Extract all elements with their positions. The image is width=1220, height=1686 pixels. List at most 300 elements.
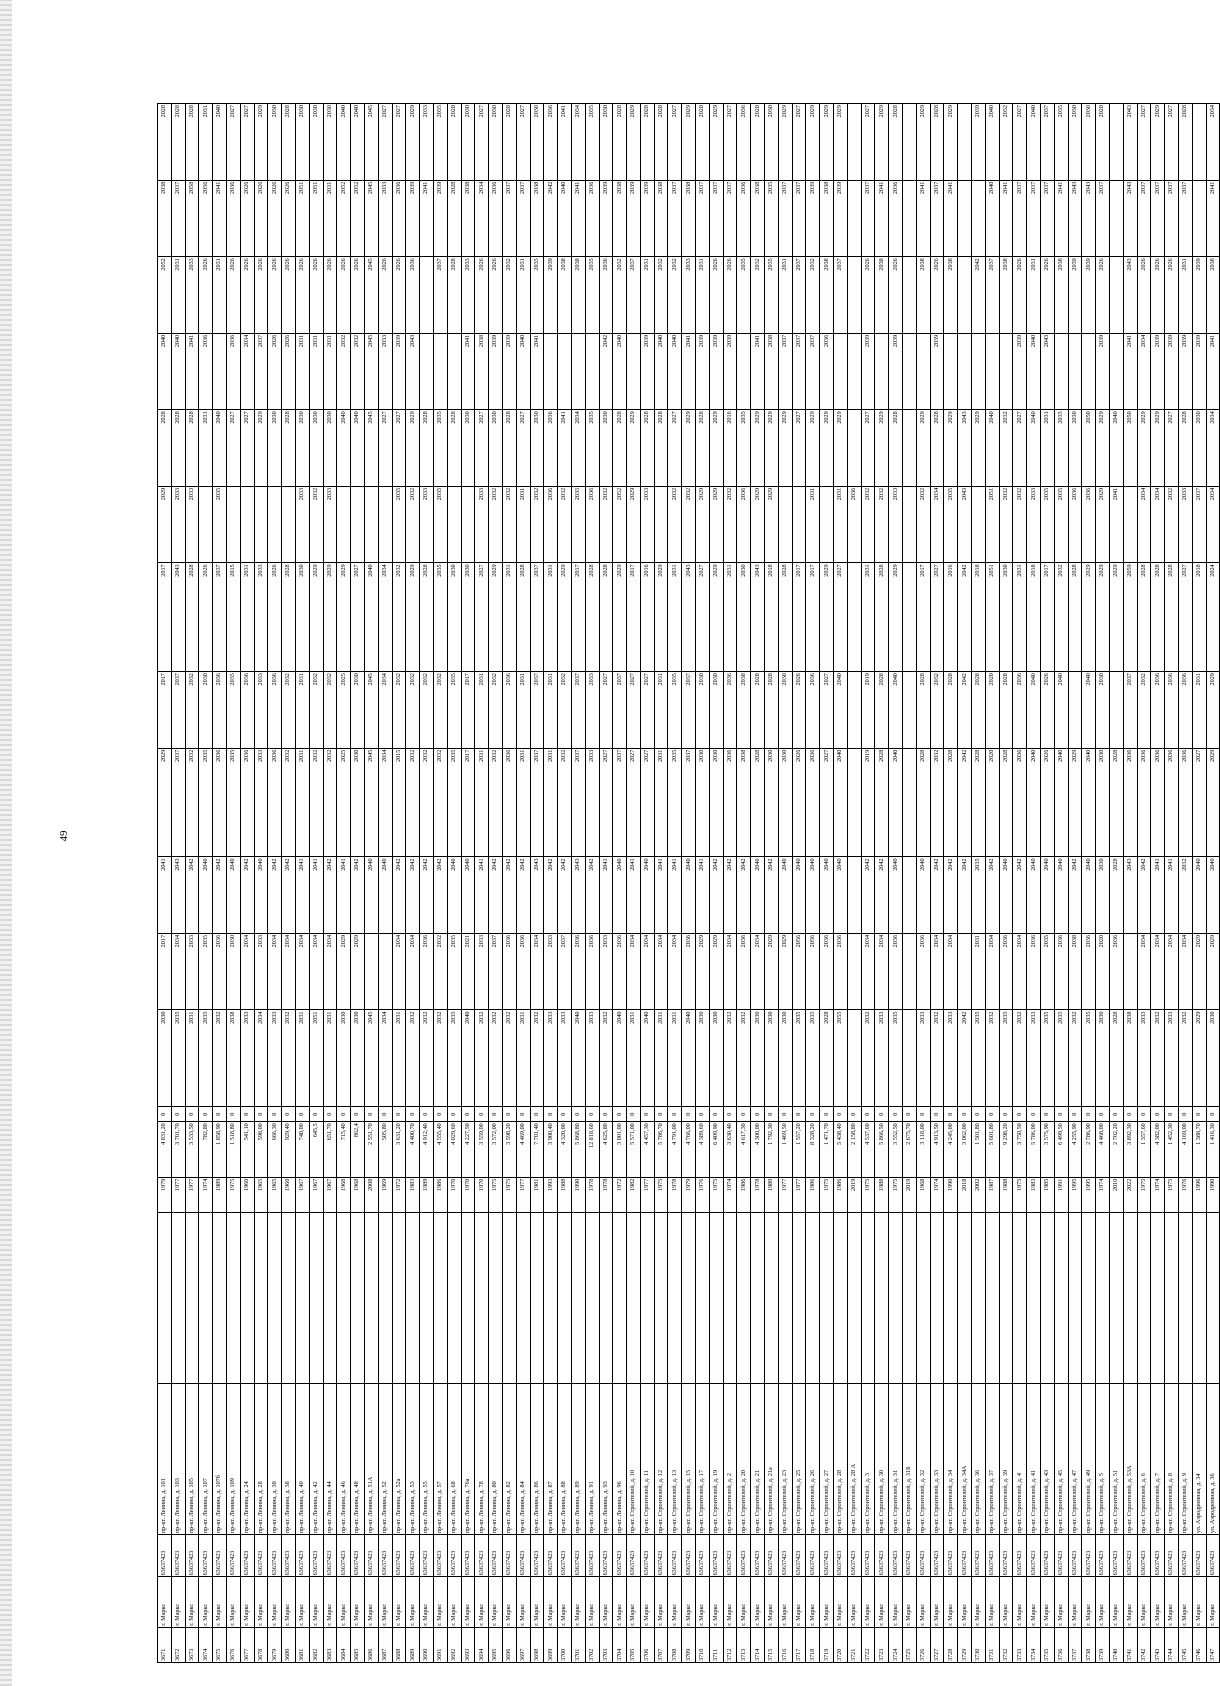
cell-p12: 2028 [447, 104, 461, 181]
cell-p2 [378, 933, 392, 1010]
cell-p1: 2032 [420, 1010, 434, 1107]
cell-p12: 2034 [571, 104, 585, 181]
table-row [1165, 104, 1179, 1663]
cell-p3: 2042 [392, 857, 406, 934]
cell-address: пр-кт. Ленина, д. 96 [613, 1384, 627, 1535]
cell-address: пр-кт. Строителей, д. 41 [1027, 1384, 1041, 1535]
cell-p3: 2040 [751, 857, 765, 934]
cell-p3: 2042 [723, 857, 737, 934]
cell-p12: 2027 [378, 104, 392, 181]
cell-p11: 2040 [985, 180, 999, 257]
cell-p11: 2037 [171, 180, 185, 257]
cell-oktmo: 63637423 [875, 1535, 889, 1577]
cell-city: г. Маркс [323, 1577, 337, 1627]
table-row [751, 104, 765, 1663]
cell-note [185, 1212, 199, 1383]
cell-note [1082, 1212, 1096, 1383]
cell-p5: 2035 [226, 672, 240, 749]
cell-p8: 2050 [1082, 410, 1096, 487]
cell-p11: 2037 [696, 180, 710, 257]
cell-city: г. Маркс [558, 1577, 572, 1627]
cell-p7 [820, 486, 834, 563]
cell-p8 [847, 410, 861, 487]
cell-zero: 0 [1151, 1107, 1165, 1122]
cell-p4: 2037 [530, 748, 544, 857]
cell-p3: 2042 [282, 857, 296, 934]
cell-p9: 2039 [489, 333, 503, 410]
cell-p12: 2040 [1027, 104, 1041, 181]
cell-p8: 2040 [213, 410, 227, 487]
cell-p10: 2039 [1068, 257, 1082, 334]
cell-p11: 2036 [489, 180, 503, 257]
cell-p3: 2041 [599, 857, 613, 934]
cell-year: 1968 [351, 1177, 365, 1212]
cell-p12: 2027 [516, 104, 530, 181]
cell-p6: 2028 [875, 563, 889, 672]
cell-zero: 0 [268, 1107, 282, 1122]
cell-p12: 2040 [213, 104, 227, 181]
cell-note [640, 1212, 654, 1383]
cell-p11: 2037 [502, 180, 516, 257]
cell-p11: 2038 [613, 180, 627, 257]
cell-p12: 2028 [613, 104, 627, 181]
cell-p2: 2038 [1068, 933, 1082, 1010]
cell-address: пр-кт. Строителей, д. 34 [944, 1384, 958, 1535]
cell-p1: 2035 [792, 1010, 806, 1107]
cell-p7: 2043 [958, 486, 972, 563]
cell-p12: 2027 [792, 104, 806, 181]
cell-no: 3723 [875, 1627, 889, 1662]
cell-p6: 2028 [1137, 563, 1151, 672]
cell-address: пр-кт. Строителей, д. 13 [668, 1384, 682, 1535]
cell-no: 3673 [185, 1627, 199, 1662]
cell-p6: 2018 [1027, 563, 1041, 672]
cell-p7: 2032 [1165, 486, 1179, 563]
cell-p12: 2029 [820, 104, 834, 181]
cell-p8: 2035 [737, 410, 751, 487]
table-row [944, 104, 958, 1663]
cell-year: 1967 [295, 1177, 309, 1212]
cell-p5: 2037 [171, 672, 185, 749]
cell-p8: 2034 [1206, 410, 1220, 487]
cell-p11: 2033 [378, 180, 392, 257]
cell-p3: 2040 [199, 857, 213, 934]
cell-city: г. Маркс [1027, 1577, 1041, 1627]
cell-p11: 2052 [337, 180, 351, 257]
cell-p1: 2035 [806, 1010, 820, 1107]
cell-p3: 2042 [944, 857, 958, 934]
cell-zero: 0 [709, 1107, 723, 1122]
cell-note [489, 1212, 503, 1383]
cell-p2: 2034 [1151, 933, 1165, 1010]
cell-zero: 0 [502, 1107, 516, 1122]
cell-p12: 2039 [972, 104, 986, 181]
cell-p2: 2030 [226, 933, 240, 1010]
cell-year: 1979 [682, 1177, 696, 1212]
cell-p12: 2028 [654, 104, 668, 181]
cell-area: 3 630,40 [723, 1122, 737, 1177]
cell-p1: 2035 [1054, 1010, 1068, 1107]
cell-p9: 2040 [654, 333, 668, 410]
cell-note [778, 1212, 792, 1383]
cell-p11: 2037 [792, 180, 806, 257]
cell-p3 [847, 857, 861, 934]
cell-p4: 2028 [944, 748, 958, 857]
cell-no: 3696 [502, 1627, 516, 1662]
cell-p4: 2027 [599, 748, 613, 857]
cell-zero: 0 [668, 1107, 682, 1122]
cell-city: г. Маркс [751, 1577, 765, 1627]
cell-p2: 2036 [613, 933, 627, 1010]
table-row [392, 104, 406, 1663]
cell-p1: 2035 [171, 1010, 185, 1107]
cell-oktmo: 63637423 [544, 1535, 558, 1577]
cell-address: пр-кт. Строителей, д. 39 [999, 1384, 1013, 1535]
cell-p5: 2027 [640, 672, 654, 749]
cell-year: 1968 [916, 1177, 930, 1212]
cell-p11: 2037 [723, 180, 737, 257]
cell-p10: 2037 [433, 257, 447, 334]
cell-p9: 2037 [792, 333, 806, 410]
cell-p7: 2033 [640, 486, 654, 563]
cell-p9 [958, 333, 972, 410]
cell-p10: 2032 [751, 257, 765, 334]
cell-no: 3694 [475, 1627, 489, 1662]
cell-area: 4 555,40 [433, 1122, 447, 1177]
cell-no: 3679 [268, 1627, 282, 1662]
cell-p9 [558, 333, 572, 410]
cell-p11: 2051 [309, 180, 323, 257]
cell-note [1041, 1212, 1055, 1383]
cell-p11: 2037 [1137, 180, 1151, 257]
table-row [930, 104, 944, 1663]
cell-p10: 2039 [544, 257, 558, 334]
cell-address: пр-кт. Ленина, д. 87 [544, 1384, 558, 1535]
cell-p12: 2028 [502, 104, 516, 181]
cell-p9: 2041 [751, 333, 765, 410]
cell-p3: 2042 [861, 857, 875, 934]
cell-area: 4 469,00 [516, 1122, 530, 1177]
table-row [916, 104, 930, 1663]
cell-p1: 2051 [309, 1010, 323, 1107]
cell-city: г. Маркс [585, 1577, 599, 1627]
cell-p1: 2033 [944, 1010, 958, 1107]
cell-note [985, 1212, 999, 1383]
cell-p5: 2037 [682, 672, 696, 749]
cell-p10: 2035 [765, 257, 779, 334]
cell-p3: 2042 [1068, 857, 1082, 934]
cell-p6: 2059 [1123, 563, 1137, 672]
cell-area: 1 557,20 [792, 1122, 806, 1177]
cell-p2: 2020 [1096, 933, 1110, 1010]
cell-p1: 2031 [654, 1010, 668, 1107]
cell-year: 1970 [461, 1177, 475, 1212]
cell-p5: 2040 [889, 672, 903, 749]
cell-oktmo: 63637423 [585, 1535, 599, 1577]
cell-p11: 2040 [558, 180, 572, 257]
cell-p7: 2036 [585, 486, 599, 563]
cell-p4: 2036 [1178, 748, 1192, 857]
cell-oktmo: 63637423 [889, 1535, 903, 1577]
cell-p6: 2029 [889, 563, 903, 672]
cell-address: пр-кт. Строителей, д. 31 [889, 1384, 903, 1535]
cell-oktmo: 63637423 [668, 1535, 682, 1577]
cell-p12: 2028 [751, 104, 765, 181]
cell-note [1054, 1212, 1068, 1383]
cell-area: 4 468,00 [1096, 1122, 1110, 1177]
cell-p12: 2028 [158, 104, 172, 181]
cell-no: 3733 [1013, 1627, 1027, 1662]
cell-p9 [585, 333, 599, 410]
cell-p8: 2029 [1096, 410, 1110, 487]
cell-p3: 2041 [309, 857, 323, 934]
cell-year: 1995 [1068, 1177, 1082, 1212]
cell-p9: 2039 [502, 333, 516, 410]
cell-p2: 2036 [213, 933, 227, 1010]
cell-p1: 2033 [544, 1010, 558, 1107]
cell-p9: 2039 [1096, 333, 1110, 410]
cell-area: 4 227,50 [461, 1122, 475, 1177]
cell-address: пр-кт. Строителей, д. 31Б [903, 1384, 917, 1535]
cell-city: г. Маркс [654, 1577, 668, 1627]
cell-p3: 2040 [1054, 857, 1068, 934]
cell-p7: 2032 [668, 486, 682, 563]
cell-city: г. Маркс [847, 1577, 861, 1627]
cell-oktmo: 63637423 [627, 1535, 641, 1577]
cell-p7: 2035 [433, 486, 447, 563]
cell-address: ул. Аэродромная, д. 34 [1192, 1384, 1206, 1535]
cell-p6: 2028 [282, 563, 296, 672]
table-row [696, 104, 710, 1663]
cell-note [723, 1212, 737, 1383]
cell-year: 1970 [475, 1177, 489, 1212]
cell-p5: 2030 [696, 672, 710, 749]
cell-p5: 2040 [834, 672, 848, 749]
cell-p7 [254, 486, 268, 563]
cell-p3: 2042 [433, 857, 447, 934]
cell-oktmo: 63637423 [682, 1535, 696, 1577]
cell-year: 1988 [558, 1177, 572, 1212]
cell-p4: 2027 [640, 748, 654, 857]
cell-zero: 0 [185, 1107, 199, 1122]
cell-p2: 2034 [875, 933, 889, 1010]
cell-city: г. Маркс [199, 1577, 213, 1627]
cell-p5: 2032 [323, 672, 337, 749]
cell-p10: 2026 [240, 257, 254, 334]
cell-note [1068, 1212, 1082, 1383]
cell-p4: 2036 [1013, 748, 1027, 857]
cell-area: 12 818,60 [585, 1122, 599, 1177]
cell-address: пр-кт. Строителей, д. 15 [682, 1384, 696, 1535]
cell-p8: 2029 [972, 410, 986, 487]
cell-p9 [944, 333, 958, 410]
cell-note [1137, 1212, 1151, 1383]
cell-p3: 2040 [254, 857, 268, 934]
cell-p9 [875, 333, 889, 410]
cell-zero: 0 [420, 1107, 434, 1122]
cell-p10: 2026 [337, 257, 351, 334]
cell-p8: 2043 [958, 410, 972, 487]
cell-no: 3703 [599, 1627, 613, 1662]
cell-p9: 2039 [1165, 333, 1179, 410]
cell-p1: 2033 [240, 1010, 254, 1107]
cell-p7 [364, 486, 378, 563]
cell-area: 4 169,00 [1178, 1122, 1192, 1177]
cell-year: 1982 [627, 1177, 641, 1212]
cell-zero: 0 [820, 1107, 834, 1122]
cell-p5: 2032 [392, 672, 406, 749]
cell-address: пр-кт. Строителей, д. 17 [696, 1384, 710, 1535]
cell-p10: 2035 [737, 257, 751, 334]
table-row [516, 104, 530, 1663]
cell-p1: 2033 [268, 1010, 282, 1107]
cell-p3: 2040 [778, 857, 792, 934]
cell-p3: 2042 [737, 857, 751, 934]
cell-no: 3731 [985, 1627, 999, 1662]
cell-oktmo: 63637423 [709, 1535, 723, 1577]
cell-p9: 2040 [668, 333, 682, 410]
table-row [1082, 104, 1096, 1663]
cell-city: г. Маркс [1082, 1577, 1096, 1627]
cell-p2: 2029 [696, 933, 710, 1010]
cell-p11: 2043 [1068, 180, 1082, 257]
cell-p2: 2036 [889, 933, 903, 1010]
cell-city: г. Маркс [1096, 1577, 1110, 1627]
cell-zero: 0 [654, 1107, 668, 1122]
cell-year: 1974 [1096, 1177, 1110, 1212]
cell-p8: 2040 [1109, 410, 1123, 487]
cell-p3: 2041 [475, 857, 489, 934]
cell-p7: 2052 [613, 486, 627, 563]
cell-oktmo: 63637423 [461, 1535, 475, 1577]
cell-no: 3721 [847, 1627, 861, 1662]
cell-p3: 2028 [1109, 857, 1123, 934]
cell-p1: 2030 [778, 1010, 792, 1107]
cell-zero: 0 [751, 1107, 765, 1122]
cell-p10: 2031 [516, 257, 530, 334]
cell-p2: 2029 [709, 933, 723, 1010]
cell-zero: 0 [226, 1107, 240, 1122]
cell-p8 [903, 410, 917, 487]
cell-address: пр-кт. Ленина, д. 107 [199, 1384, 213, 1535]
cell-p5: 2029 [1206, 672, 1220, 749]
cell-p2: 2036 [516, 933, 530, 1010]
cell-p8: 2030 [309, 410, 323, 487]
cell-p10: 2026 [351, 257, 365, 334]
cell-oktmo: 63637423 [972, 1535, 986, 1577]
cell-city: г. Маркс [916, 1577, 930, 1627]
cell-p1: 2030 [709, 1010, 723, 1107]
cell-p1: 2028 [820, 1010, 834, 1107]
cell-city: г. Маркс [944, 1577, 958, 1627]
cell-no: 3743 [1151, 1627, 1165, 1662]
cell-p4: 2045 [364, 748, 378, 857]
cell-p6: 2035 [433, 563, 447, 672]
cell-p8: 2028 [696, 410, 710, 487]
cell-oktmo: 63637423 [944, 1535, 958, 1577]
cell-p9: 2040 [1027, 333, 1041, 410]
cell-area: 1 452,30 [1165, 1122, 1179, 1177]
cell-address: пр-кт. Ленина, д. 101 [158, 1384, 172, 1535]
table-row [544, 104, 558, 1663]
cell-p3: 2041 [654, 857, 668, 934]
cell-p11: 2037 [668, 180, 682, 257]
table-row [364, 104, 378, 1663]
cell-p6: 2028 [185, 563, 199, 672]
cell-p1: 2031 [668, 1010, 682, 1107]
cell-p9: 2043 [1041, 333, 1055, 410]
cell-p5: 2027 [627, 672, 641, 749]
cell-p11: 2052 [351, 180, 365, 257]
cell-p5: 2031 [544, 672, 558, 749]
cell-p2: 2034 [295, 933, 309, 1010]
cell-p1: 2045 [364, 1010, 378, 1107]
cell-p7: 2035 [944, 486, 958, 563]
cell-area: 4 791,00 [668, 1122, 682, 1177]
cell-no: 3686 [364, 1627, 378, 1662]
cell-p2: 2036 [737, 933, 751, 1010]
cell-p10: 2026 [1165, 257, 1179, 334]
cell-p1: 2033 [585, 1010, 599, 1107]
cell-p11: 2039 [599, 180, 613, 257]
cell-note [392, 1212, 406, 1383]
cell-p12 [903, 104, 917, 181]
cell-p4: 2026 [792, 748, 806, 857]
cell-p8: 2029 [254, 410, 268, 487]
cell-p4: 2036 [213, 748, 227, 857]
cell-p9: 2039 [696, 333, 710, 410]
cell-p10: 2038 [875, 257, 889, 334]
cell-p3: 2040 [820, 857, 834, 934]
cell-address: пр-кт. Строителей, д. 4 [1013, 1384, 1027, 1535]
table-row [254, 104, 268, 1663]
cell-no: 3687 [378, 1627, 392, 1662]
cell-p7: 2035 [1041, 486, 1055, 563]
cell-no: 3715 [765, 1627, 779, 1662]
cell-p11: 2037 [709, 180, 723, 257]
cell-p8: 2031 [1041, 410, 1055, 487]
cell-note [199, 1212, 213, 1383]
cell-p9: 2039 [1151, 333, 1165, 410]
table-row [792, 104, 806, 1663]
cell-p3: 2040 [447, 857, 461, 934]
cell-p9: 2036 [820, 333, 834, 410]
cell-address: пр-кт. Ленина, д. 82 [502, 1384, 516, 1535]
cell-note [599, 1212, 613, 1383]
cell-note [709, 1212, 723, 1383]
cell-p5: 2025 [337, 672, 351, 749]
table-row [654, 104, 668, 1663]
cell-p3: 2040 [378, 857, 392, 934]
cell-area: 4 389,60 [696, 1122, 710, 1177]
cell-p12: 2030 [489, 104, 503, 181]
cell-zero: 0 [847, 1107, 861, 1122]
cell-p9: 2034 [1137, 333, 1151, 410]
cell-note [944, 1212, 958, 1383]
cell-no: 3720 [834, 1627, 848, 1662]
cell-city: г. Маркс [295, 1577, 309, 1627]
cell-year: 1988 [999, 1177, 1013, 1212]
cell-address: пр-кт. Строителей, д. 21а [765, 1384, 779, 1535]
cell-note [875, 1212, 889, 1383]
cell-note [364, 1212, 378, 1383]
cell-p1: 2040 [571, 1010, 585, 1107]
cell-p7: 2031 [834, 486, 848, 563]
cell-oktmo: 63637423 [958, 1535, 972, 1577]
cell-year: 1974 [199, 1177, 213, 1212]
cell-p3: 2043 [530, 857, 544, 934]
cell-area: 6 499,50 [1054, 1122, 1068, 1177]
